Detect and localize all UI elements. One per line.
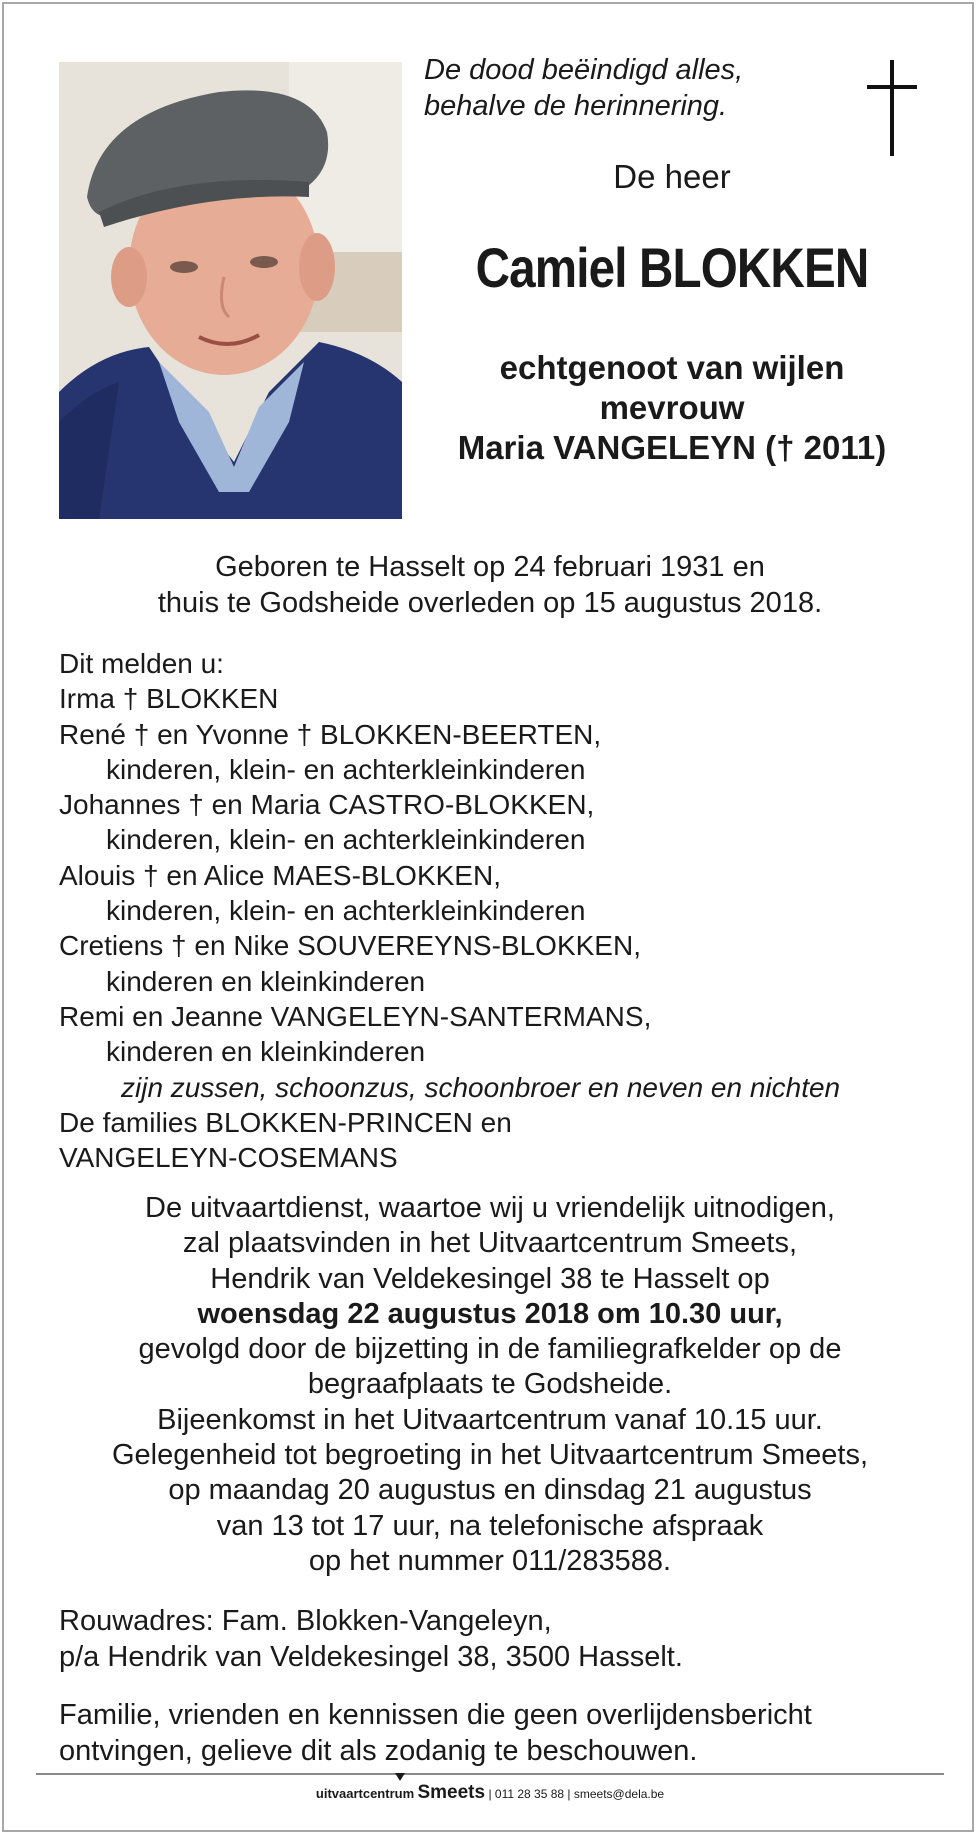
service-line: Hendrik van Veldekesingel 38 te Hasselt op [210, 1262, 770, 1295]
birth-death-info [59, 549, 921, 621]
footer-phone: | 011 28 35 88 | [488, 1787, 571, 1801]
notice-line: ontvingen, gelieve dit als zodanig te beschouwen. [59, 1735, 698, 1767]
family-line: Remi en Jeanne VANGELEYN-SANTERMANS, [59, 1000, 652, 1032]
family-line: René † en Yvonne † BLOKKEN-BEERTEN, [59, 718, 602, 750]
honorific-title: De heer [613, 158, 731, 195]
footer-prefix: uitvaartcentrum [315, 1786, 415, 1801]
address-line: Rouwadres: Fam. Blokken-Vangeleyn, [59, 1605, 552, 1637]
spouse-line: echtgenoot van wijlen [499, 349, 845, 386]
quote-line: De dood beëindigd alles, [424, 54, 744, 86]
death-line: thuis te Godsheide overleden op 15 augustus 2018. [157, 587, 823, 619]
footer-email: smeets@dela.be [573, 1787, 665, 1801]
service-line: Gelegenheid tot begroeting in het Uitvaartcentrum Smeets, [111, 1439, 869, 1472]
family-list [59, 646, 939, 1175]
family-line: zijn zussen, schoonzus, schoonbroer en neven en nichten [121, 1071, 841, 1103]
footer-brand: Smeets [417, 1782, 486, 1803]
notice-text [59, 1697, 812, 1769]
service-line: Bijeenkomst in het Uitvaartcentrum vanaf 10.15 uur. [157, 1403, 823, 1436]
service-line: op het nummer 011/283588. [308, 1544, 672, 1577]
funeral-service-info [59, 1191, 921, 1579]
service-line: De uitvaartdienst, waartoe wij u vriendelijk uitnodigen, [145, 1192, 835, 1224]
family-line: Johannes † en Maria CASTRO-BLOKKEN, [59, 789, 595, 821]
birth-line: Geboren te Hasselt op 24 februari 1931 en [215, 551, 765, 583]
family-line: De families BLOKKEN-PRINCEN en [59, 1106, 512, 1138]
address-line: p/a Hendrik van Veldekesingel 38, 3500 Hasselt. [59, 1641, 683, 1673]
family-line: kinderen en kleinkinderen [106, 965, 426, 997]
triangle-marker-icon [395, 1773, 405, 1781]
portrait-photo [59, 62, 402, 519]
family-line: VANGELEYN-COSEMANS [59, 1142, 398, 1174]
family-line: Irma † BLOKKEN [59, 683, 279, 715]
footer [0, 1782, 980, 1804]
family-line: kinderen, klein- en achterkleinkinderen [106, 824, 586, 856]
spouse-line: mevrouw [599, 389, 745, 426]
latin-cross-icon [862, 60, 922, 160]
family-line: kinderen, klein- en achterkleinkinderen [106, 895, 586, 927]
quote-line: behalve de herinnering. [424, 90, 728, 122]
notice-line: Familie, vrienden en kennissen die geen overlijdensbericht [59, 1699, 812, 1731]
service-line: gevolgd door de bijzetting in de familiegrafkelder op de [138, 1333, 842, 1366]
footer-divider [36, 1773, 944, 1775]
service-line: van 13 tot 17 uur, na telefonische afspraak [216, 1509, 764, 1542]
family-line: kinderen en kleinkinderen [106, 1036, 426, 1068]
family-line: kinderen, klein- en achterkleinkinderen [106, 753, 586, 785]
service-line: begraafplaats te Godsheide. [307, 1368, 673, 1401]
mourning-address [59, 1603, 683, 1675]
service-line: zal plaatsvinden in het Uitvaartcentrum Smeets, [182, 1227, 798, 1260]
spouse-name: Maria VANGELEYN († 2011) [457, 429, 887, 466]
memorial-quote [424, 52, 743, 124]
service-date-line: woensdag 22 augustus 2018 om 10.30 uur, [197, 1297, 783, 1330]
deceased-name: Camiel BLOKKEN [475, 236, 869, 299]
family-line: Dit melden u: [59, 648, 224, 679]
family-line: Alouis † en Alice MAES-BLOKKEN, [59, 859, 501, 891]
family-line: Cretiens † en Nike SOUVEREYNS-BLOKKEN, [59, 930, 641, 962]
service-line: op maandag 20 augustus en dinsdag 21 augustus [168, 1474, 812, 1507]
spouse-block [424, 348, 920, 468]
